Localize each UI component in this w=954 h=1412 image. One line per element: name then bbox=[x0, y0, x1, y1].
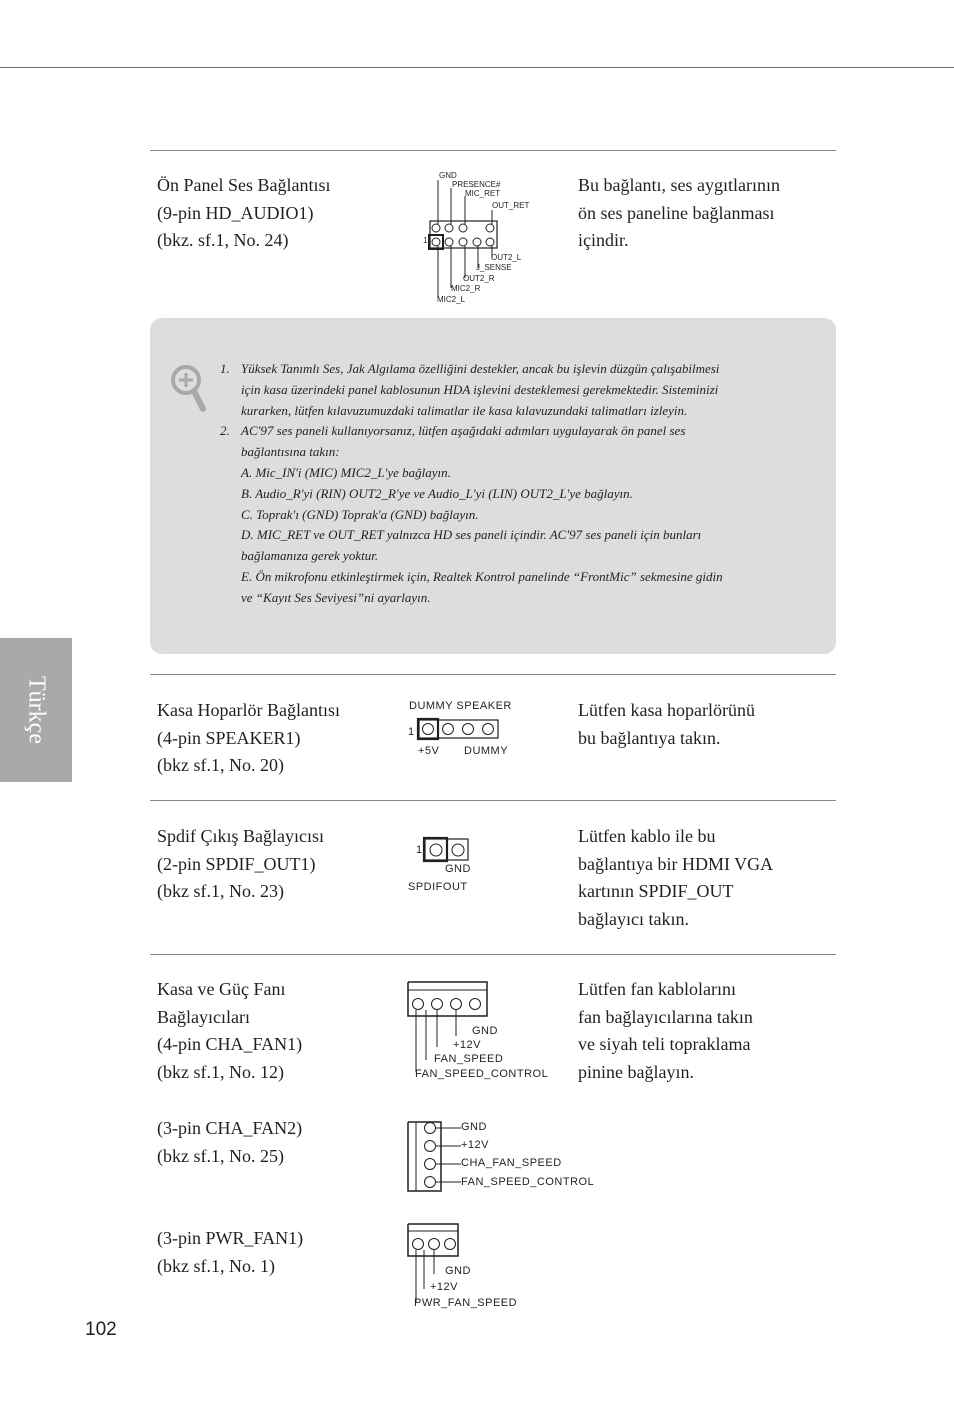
hd-audio-description: Bu bağlantı, ses aygıtlarının ön ses paneline bağlanması içindir. bbox=[578, 175, 780, 250]
pin-gnd: GND bbox=[445, 1265, 471, 1277]
pin-spdifout: SPDIFOUT bbox=[408, 881, 468, 893]
speaker-title: Kasa Hoparlör Bağlantısı (4-pin SPEAKER1) (bkz sf.1, No. 20) bbox=[157, 700, 340, 775]
pin-dummy-speaker: DUMMY SPEAKER bbox=[409, 700, 512, 712]
pin-one: 1 bbox=[416, 844, 423, 856]
pin-presence: PRESENCE# bbox=[452, 180, 501, 189]
pin-gnd: GND bbox=[461, 1121, 487, 1133]
notes-text: 1. Yüksek Tanımlı Ses, Jak Algılama özelliğini destekler, ancak bu işlevin düzgün çalışabilmesi için kasa üzerindeki panel kablosunun HDA işlevini desteklemesi gerekmektedir. Sisteminizi kurarken, lütfen kılavuzumuzdaki talimatlar ile kasa kılavuzundaki talimatları izleyin. 2. AC'97 ses paneli kullanıyorsanız, lütfen aşağıdaki adımları uygulayarak ön panel ses bağlantısına takın: A. Mic_IN'i (MIC) MIC2_L'ye bağlayın. B. Audio_R'yi (RIN) OUT2_R'ye ve Audio_L'yi (LIN) OUT2_L'ye bağlayın. C. Toprak'ı (GND) Toprak'a (GND) bağlayın. D. MIC_RET ve OUT_RET yalnızca HD ses paneli içindir. AC'97 ses paneli için bunları bağlamanıza gerek yoktur. E. Ön mikrofonu etkinleştirmek için, Realtek Kontrol panelinde “FrontMic” sekmesine gidin ve “Kayıt Ses Seviyesi”ni ayarlayın. bbox=[220, 359, 790, 609]
spdif-header-svg bbox=[424, 837, 474, 863]
pin-pwr-fan-speed: PWR_FAN_SPEED bbox=[414, 1297, 518, 1309]
side-tab-label: Türkçe bbox=[23, 676, 50, 744]
speaker-description: Lütfen kasa hoparlörünü bu bağlantıya takın. bbox=[578, 700, 755, 748]
section-divider bbox=[150, 954, 836, 955]
pin-gnd: GND bbox=[439, 171, 457, 180]
pin-cha-fan-speed: CHA_FAN_SPEED bbox=[461, 1157, 562, 1169]
spdif-description: Lütfen kablo ile bu bağlantıya bir HDMI VGA kartının SPDIF_OUT bağlayıcı takın. bbox=[578, 826, 774, 929]
cha-fan2-title: (3-pin CHA_FAN2) (bkz sf.1, No. 25) bbox=[157, 1118, 303, 1166]
pin-out-ret: OUT_RET bbox=[492, 201, 530, 210]
pin-gnd: GND bbox=[472, 1025, 498, 1037]
section-divider bbox=[150, 674, 836, 675]
magnifier-plus-icon bbox=[170, 364, 210, 414]
pin-mic2-l: MIC2_L bbox=[437, 295, 466, 304]
section-divider bbox=[150, 800, 836, 801]
pin-out2-r: OUT2_R bbox=[463, 274, 495, 283]
note-item-1-line-1: 1. Yüksek Tanımlı Ses, Jak Algılama özelliğini destekler, ancak bu işlevin düzgün çalışabilmesi bbox=[220, 361, 720, 376]
language-side-tab bbox=[0, 638, 72, 782]
pin-mic2-r: MIC2_R bbox=[451, 284, 481, 293]
pin-12v: +12V bbox=[430, 1281, 458, 1293]
fans-title: Kasa ve Güç Fanı Bağlayıcıları (4-pin CHA_FAN1) (bkz sf.1, No. 12) bbox=[157, 979, 303, 1082]
pin-dummy: DUMMY bbox=[464, 745, 509, 757]
pin-one: 1 bbox=[423, 236, 428, 245]
speaker-header-svg bbox=[418, 718, 508, 742]
pin-out2-l: OUT2_L bbox=[491, 253, 522, 262]
pin-fan-speed: FAN_SPEED bbox=[434, 1053, 504, 1065]
pin-fan-speed-control: FAN_SPEED_CONTROL bbox=[461, 1176, 595, 1188]
pin-plus5v: +5V bbox=[418, 745, 440, 757]
pin-12v: +12V bbox=[453, 1039, 481, 1051]
cha-fan2-header-svg bbox=[406, 1120, 466, 1194]
pin-mic-ret: MIC_RET bbox=[465, 189, 501, 198]
spdif-title: Spdif Çıkış Bağlayıcısı (2-pin SPDIF_OUT1) (bkz sf.1, No. 23) bbox=[157, 826, 325, 901]
fans-description: Lütfen fan kablolarını fan bağlayıcılarına takın ve siyah teli topraklama pinine bağlayın. bbox=[578, 979, 753, 1082]
header-rule bbox=[0, 67, 954, 68]
pwr-fan1-title: (3-pin PWR_FAN1) (bkz sf.1, No. 1) bbox=[157, 1228, 304, 1276]
pin-12v: +12V bbox=[461, 1139, 489, 1151]
pin-j-sense: J_SENSE bbox=[476, 263, 512, 272]
section-divider bbox=[150, 150, 836, 151]
note-item-2-line-1: 2. AC'97 ses paneli kullanıyorsanız, lütfen aşağıdaki adımları uygulayarak ön panel ses bbox=[220, 423, 686, 439]
pin-gnd: GND bbox=[445, 863, 471, 875]
pin-one: 1 bbox=[408, 726, 415, 738]
hd-audio-title: Ön Panel Ses Bağlantısı (9-pin HD_AUDIO1) (bkz. sf.1, No. 24) bbox=[157, 175, 331, 250]
pin-fan-speed-control: FAN_SPEED_CONTROL bbox=[415, 1068, 549, 1080]
page-number: 102 bbox=[85, 1319, 117, 1340]
